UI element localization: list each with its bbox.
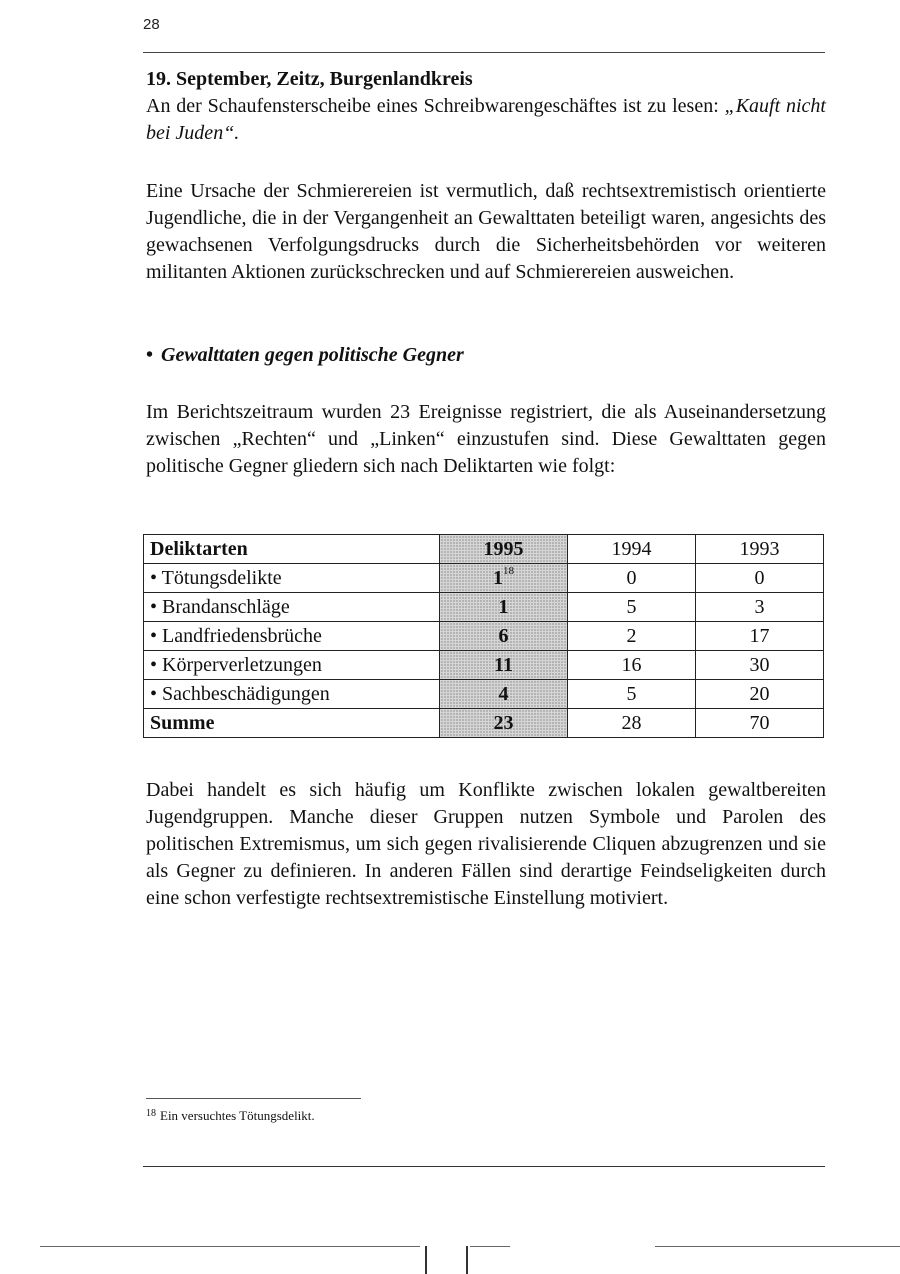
footnote-mark: 18	[146, 1108, 156, 1119]
table-row	[144, 564, 824, 593]
cell-1995: 4	[440, 680, 568, 709]
cell-1994: 2	[568, 622, 696, 651]
footnote	[146, 1108, 315, 1124]
paragraph-3: Dabei handelt es sich häufig um Konflikte zwischen lokalen gewaltbereiten Jugendgruppen. Manche dieser Gruppen nutzen Symbole und Parolen des politischen Extremismus, um sich gegen rivalisierende Cliquen abzugrenzen und sie als Gegner zu definieren. In anderen Fällen sind derartige Feindseligkeiten durch eine schon verfestigte rechtsextremistische Einstellung motiviert.	[146, 779, 826, 909]
table-row	[144, 651, 824, 680]
cell-1993: 30	[696, 651, 824, 680]
scan-edge-line-right	[655, 1246, 900, 1247]
entry-text-before: An der Schaufensterscheibe eines Schreibwarengeschäftes ist zu lesen:	[146, 95, 725, 117]
offense-table	[143, 534, 824, 738]
cell-1993: 20	[696, 680, 824, 709]
sum-1993: 70	[696, 709, 824, 738]
scan-edge-mark-right	[466, 1246, 468, 1274]
row-label: • Tötungsdelikte	[144, 564, 440, 593]
cell-1995: 1$^{18}$	[440, 564, 568, 593]
entry-heading: 19. September, Zeitz, Burgenlandkreis	[146, 68, 473, 90]
section-heading-text: Gewalttaten gegen politische Gegner	[161, 344, 464, 366]
header-1995: 1995	[440, 535, 568, 564]
footer-rule	[143, 1166, 825, 1167]
cell-1994: 5	[568, 593, 696, 622]
row-label: • Körperverletzungen	[144, 651, 440, 680]
scan-edge-line-middle	[470, 1246, 510, 1247]
cell-1993: 0	[696, 564, 824, 593]
table-row	[144, 593, 824, 622]
table-sum-row	[144, 709, 824, 738]
header-1993: 1993	[696, 535, 824, 564]
scan-edge-line-left	[40, 1246, 420, 1247]
footnote-text: Ein versuchtes Tötungsdelikt.	[160, 1108, 315, 1123]
row-label: • Landfriedensbrüche	[144, 622, 440, 651]
entry-quote: „Kauft nicht bei Juden“.	[146, 95, 826, 144]
cell-1995: 11	[440, 651, 568, 680]
section-bullet: •	[146, 344, 154, 366]
entry-block	[146, 66, 826, 147]
cell-1993: 3	[696, 593, 824, 622]
row-label: • Brandanschläge	[144, 593, 440, 622]
table-header-row	[144, 535, 824, 564]
cell-1993: 17	[696, 622, 824, 651]
table-row	[144, 680, 824, 709]
header-deliktarten: Deliktarten	[144, 535, 440, 564]
cell-1994: 16	[568, 651, 696, 680]
cell-1995: 1	[440, 593, 568, 622]
sum-1995: 23	[440, 709, 568, 738]
cell-1995: 6	[440, 622, 568, 651]
table-row	[144, 622, 824, 651]
paragraph-2: Im Berichtszeitraum wurden 23 Ereignisse registriert, die als Auseinandersetzung zwischen „Rechten“ und „Linken“ einzustufen sind. Diese Gewalttaten gegen politische Gegner gliedern sich nach Deliktarten wie folgt:	[146, 401, 826, 477]
page-number: 28	[143, 16, 160, 33]
paragraph-1: Eine Ursache der Schmierereien ist vermutlich, daß rechtsextremistisch orientierte Jugendliche, die in der Vergangenheit an Gewalttaten beteiligt waren, angesichts des gewachsenen Verfolgungsdrucks durch die Sicherheitsbehörden vor weiteren militanten Aktionen zurückschrecken und auf Schmierereien ausweichen.	[146, 180, 826, 283]
scan-edge-mark-left	[425, 1246, 427, 1274]
section-heading	[146, 344, 464, 367]
cell-1994: 0	[568, 564, 696, 593]
header-rule	[143, 52, 825, 53]
footnote-rule	[146, 1098, 361, 1099]
sum-1994: 28	[568, 709, 696, 738]
row-label: • Sachbeschädigungen	[144, 680, 440, 709]
header-1994: 1994	[568, 535, 696, 564]
sum-label: Summe	[144, 709, 440, 738]
footnote-reference: 18	[503, 564, 514, 577]
cell-1994: 5	[568, 680, 696, 709]
entry-text	[146, 93, 826, 147]
